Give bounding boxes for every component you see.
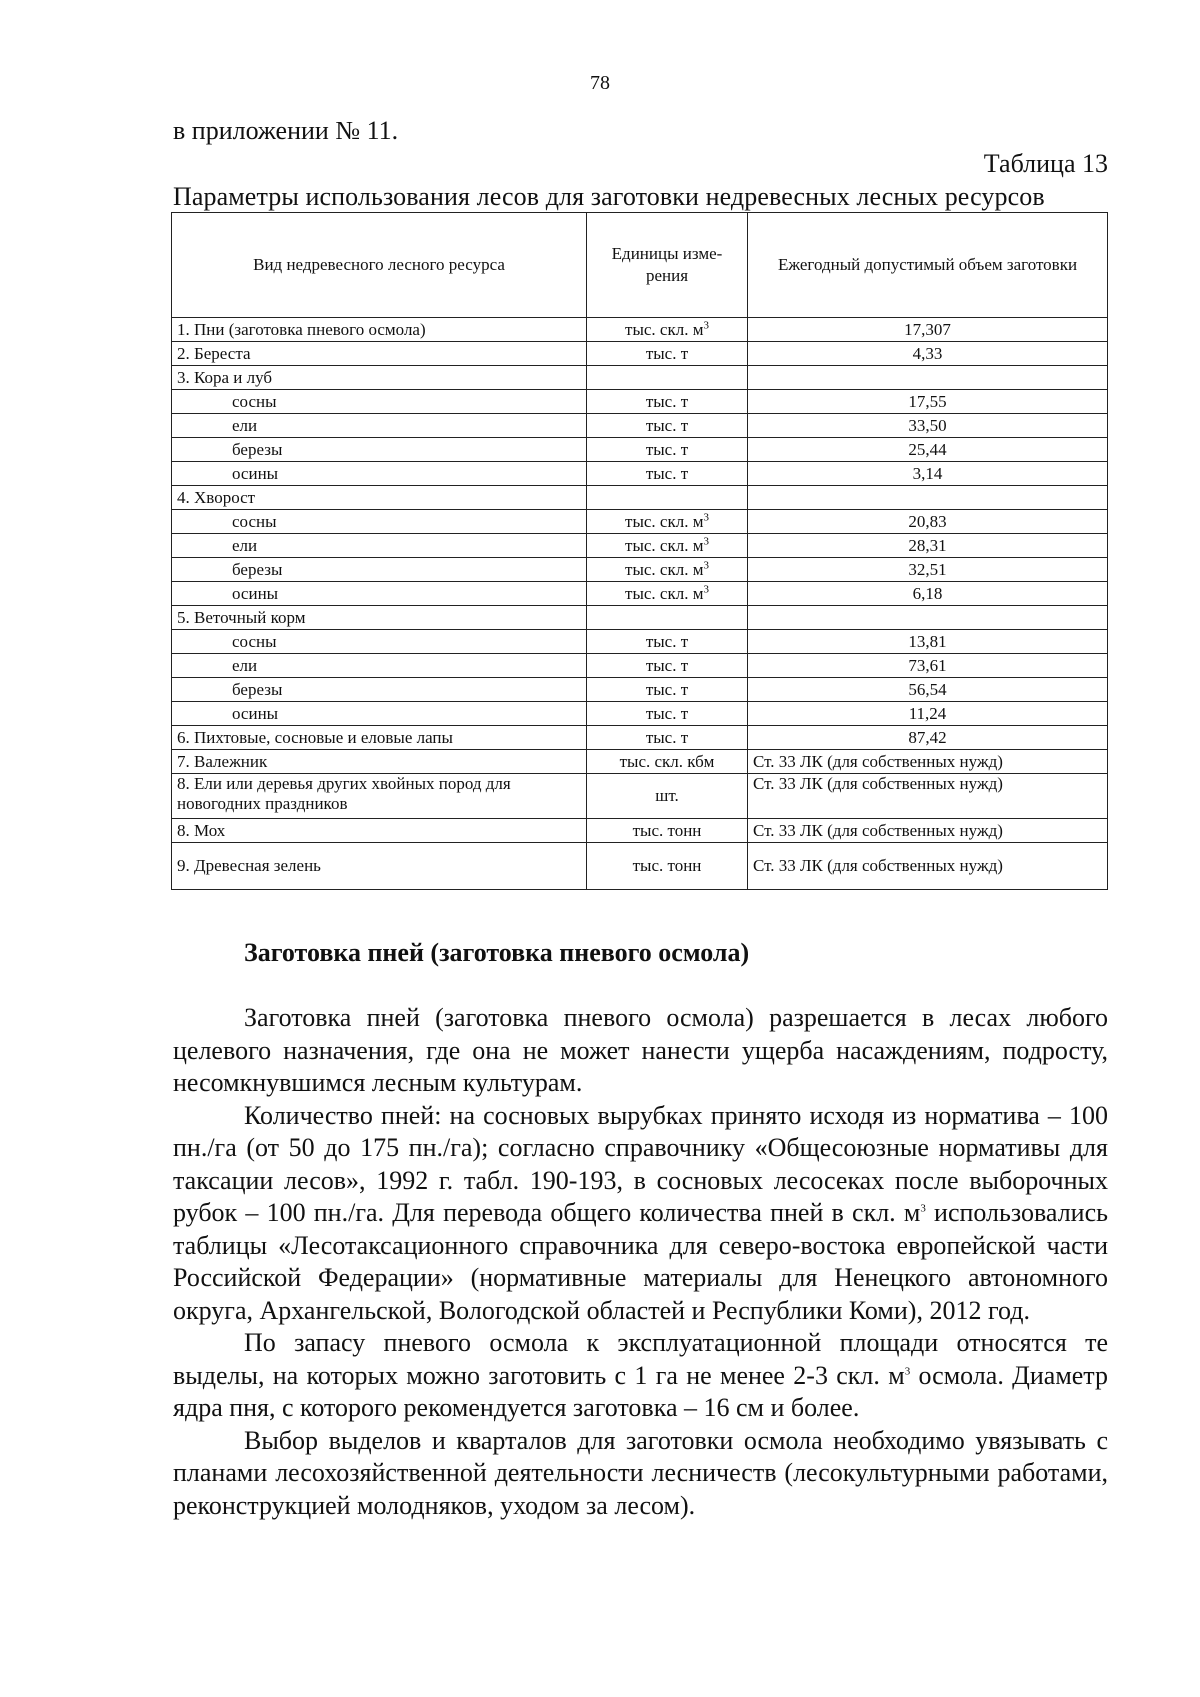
resource-name: осины <box>172 462 587 486</box>
resource-name: березы <box>172 678 587 702</box>
resource-value: Ст. 33 ЛК (для собственных нужд) <box>748 843 1108 890</box>
header-units: Единицы изме-рения <box>587 213 748 318</box>
resource-unit: тыс. тонн <box>587 819 748 843</box>
resource-value: 6,18 <box>748 582 1108 606</box>
resource-unit: тыс. скл. $м^3$ <box>587 582 748 606</box>
resource-name: осины <box>172 582 587 606</box>
resource-value: 20,83 <box>748 510 1108 534</box>
table-row <box>172 843 1108 890</box>
resource-name: 7. Валежник <box>172 750 587 774</box>
table-row <box>172 438 1108 462</box>
table-row <box>172 342 1108 366</box>
resource-name: сосны <box>172 510 587 534</box>
resource-unit: тыс. т <box>587 342 748 366</box>
table-row <box>172 318 1108 342</box>
resource-name: ели <box>172 534 587 558</box>
table-row <box>172 462 1108 486</box>
resource-name: 6. Пихтовые, сосновые и еловые лапы <box>172 726 587 750</box>
resource-value <box>748 366 1108 390</box>
table-header-row <box>172 213 1108 318</box>
resource-unit <box>587 606 748 630</box>
resource-unit: тыс. скл. $м^3$ <box>587 558 748 582</box>
intro-line: в приложении № 11. <box>173 116 399 145</box>
paragraph: По запасу пневого осмола к эксплуатационной площади относятся те выделы, на которых можно заготовить с 1 га не менее 2-3 скл. $м^3$ осмола. Диаметр ядра пня, с которого рекомендуется заготовка – 16 см и более. <box>173 1328 1108 1422</box>
resource-name: сосны <box>172 390 587 414</box>
resource-value: Ст. 33 ЛК (для собственных нужд) <box>748 750 1108 774</box>
resource-value <box>748 486 1108 510</box>
resource-name: ели <box>172 414 587 438</box>
resource-name: сосны <box>172 630 587 654</box>
resource-unit: тыс. т <box>587 726 748 750</box>
resource-name: березы <box>172 558 587 582</box>
paragraph: Заготовка пней (заготовка пневого осмола) разрешается в лесах любого целевого назначения, где она не может нанести ущерба насаждениям, подросту, несомкнувшимся лесным культурам. <box>173 1003 1108 1097</box>
table-caption: Параметры использования лесов для заготовки недревесных лесных ресурсов <box>173 182 1045 211</box>
resource-value: 32,51 <box>748 558 1108 582</box>
resource-value: Ст. 33 ЛК (для собственных нужд) <box>748 819 1108 843</box>
resource-name: 8. Мох <box>172 819 587 843</box>
table-row <box>172 534 1108 558</box>
resource-value: 25,44 <box>748 438 1108 462</box>
table-row <box>172 414 1108 438</box>
resource-unit: тыс. т <box>587 462 748 486</box>
resource-unit: тыс. т <box>587 390 748 414</box>
table-label: Таблица 13 <box>983 149 1108 178</box>
table-row <box>172 486 1108 510</box>
resource-value: 13,81 <box>748 630 1108 654</box>
table-row <box>172 678 1108 702</box>
resource-value: 33,50 <box>748 414 1108 438</box>
table-row <box>172 702 1108 726</box>
resource-unit: шт. <box>587 774 748 819</box>
resource-name: 5. Веточный корм <box>172 606 587 630</box>
resource-value: 4,33 <box>748 342 1108 366</box>
table-row <box>172 582 1108 606</box>
resource-value: 11,24 <box>748 702 1108 726</box>
resource-unit <box>587 366 748 390</box>
resource-value: 3,14 <box>748 462 1108 486</box>
resource-name: 2. Береста <box>172 342 587 366</box>
resource-value: 87,42 <box>748 726 1108 750</box>
table-row <box>172 819 1108 843</box>
table-row <box>172 630 1108 654</box>
resource-value: 28,31 <box>748 534 1108 558</box>
resource-name: 3. Кора и луб <box>172 366 587 390</box>
table-row <box>172 654 1108 678</box>
resource-name: 9. Древесная зелень <box>172 843 587 890</box>
table-row <box>172 510 1108 534</box>
resource-name: осины <box>172 702 587 726</box>
resource-name: 4. Хворост <box>172 486 587 510</box>
header-resource-type: Вид недревесного лесного ресурса <box>172 213 587 318</box>
table-row <box>172 774 1108 819</box>
resource-name: ели <box>172 654 587 678</box>
resource-value: Ст. 33 ЛК (для собственных нужд) <box>748 774 1108 819</box>
resource-value: 56,54 <box>748 678 1108 702</box>
body-text <box>173 1002 1108 1522</box>
section-heading: Заготовка пней (заготовка пневого осмола) <box>244 938 750 967</box>
resource-name: 8. Ели или деревья других хвойных пород для новогодних праздников <box>172 774 587 819</box>
resource-unit: тыс. т <box>587 678 748 702</box>
resource-unit: тыс. скл. $м^3$ <box>587 534 748 558</box>
resource-value: 17,55 <box>748 390 1108 414</box>
resource-unit: тыс. т <box>587 414 748 438</box>
table-row <box>172 366 1108 390</box>
table-row <box>172 726 1108 750</box>
header-annual-volume: Ежегодный допустимый объем заготовки <box>748 213 1108 318</box>
resource-name: березы <box>172 438 587 462</box>
resource-unit: тыс. т <box>587 630 748 654</box>
table-row <box>172 558 1108 582</box>
resource-unit: тыс. тонн <box>587 843 748 890</box>
resources-table <box>171 212 1108 890</box>
resource-unit: тыс. т <box>587 654 748 678</box>
paragraph: Количество пней: на сосновых вырубках принято исходя из норматива – 100 пн./га (от 50 до 175 пн./га); согласно справочнику «Общесоюзные нормативы для таксации лесов», 1992 г. табл. 190-193, в сосновых лесосеках после выборочных рубок – 100 пн./га. Для перевода общего количества пней в скл. $м^3$ использовались таблицы «Лесотаксационного справочника для северо-востока европейской части Российской Федерации» (нормативные материалы для Ненецкого автономного округа, Архангельской, Вологодской областей и Республики Коми), 2012 год. <box>173 1100 1108 1325</box>
table-row <box>172 750 1108 774</box>
resource-value: 73,61 <box>748 654 1108 678</box>
table-row <box>172 390 1108 414</box>
paragraph: Выбор выделов и кварталов для заготовки осмола необходимо увязывать с планами лесохозяйственной деятельности лесничеств (лесокультурными работами, реконструкцией молодняков, уходом за лесом). <box>173 1425 1108 1520</box>
resource-unit <box>587 486 748 510</box>
page-number: 78 <box>590 72 610 94</box>
table-row <box>172 606 1108 630</box>
resource-unit: тыс. скл. кбм <box>587 750 748 774</box>
resource-unit: тыс. т <box>587 438 748 462</box>
resource-unit: тыс. т <box>587 702 748 726</box>
resource-unit: тыс. скл. $м^3$ <box>587 510 748 534</box>
resource-unit: тыс. скл. $м^3$ <box>587 318 748 342</box>
resource-name: 1. Пни (заготовка пневого осмола) <box>172 318 587 342</box>
resource-value <box>748 606 1108 630</box>
resource-value: 17,307 <box>748 318 1108 342</box>
